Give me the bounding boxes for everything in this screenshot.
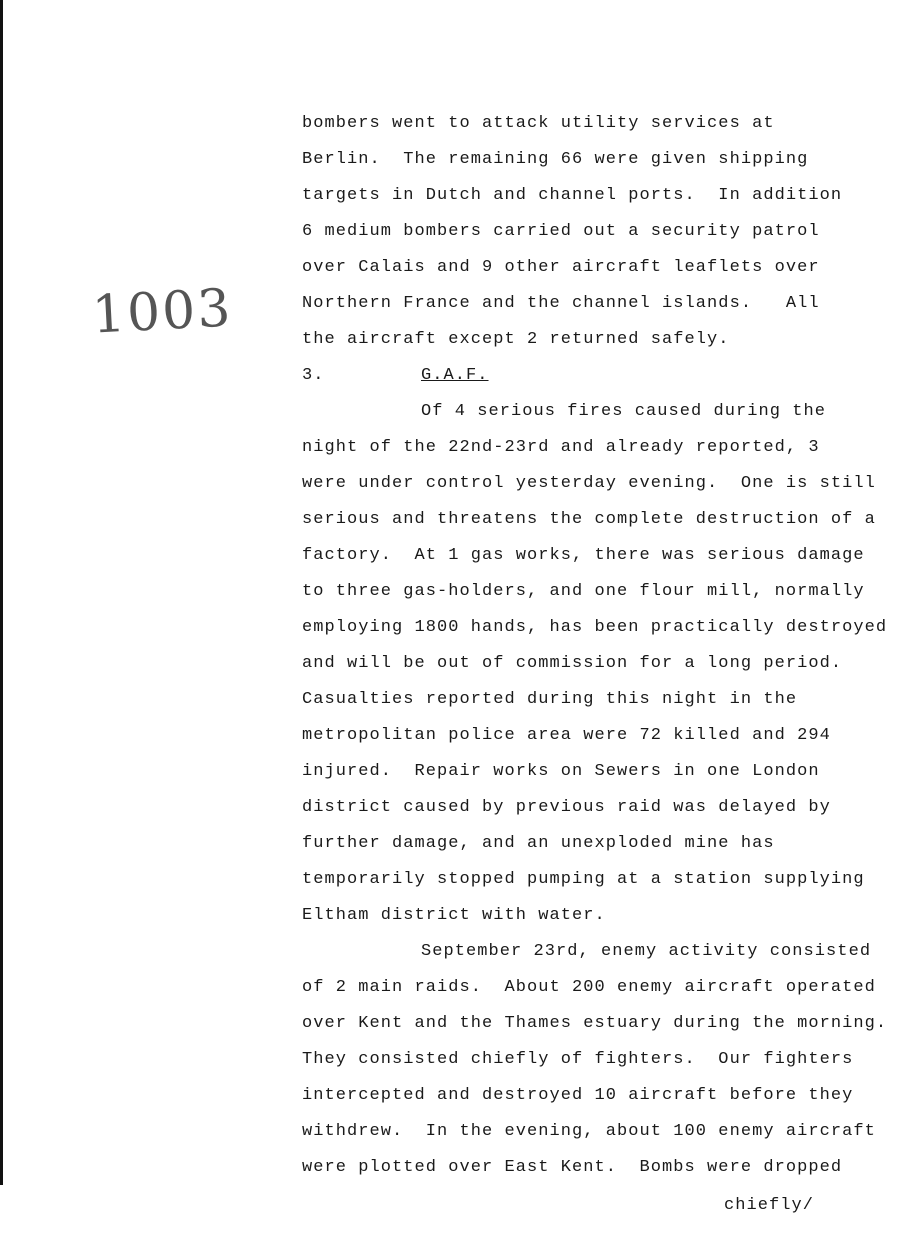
catchword: chiefly/ [724, 1196, 815, 1215]
text-line: intercepted and destroyed 10 aircraft before they [302, 1086, 854, 1105]
text-line: Of 4 serious fires caused during the [421, 402, 827, 421]
text-line: 6 medium bombers carried out a security patrol [302, 222, 820, 241]
text-line: September 23rd, enemy activity consisted [421, 942, 872, 961]
section-number: 3. [302, 366, 325, 385]
text-line: serious and threatens the complete destruction of a [302, 510, 876, 529]
text-line: factory. At 1 gas works, there was serious damage [302, 546, 865, 565]
text-line: Berlin. The remaining 66 were given shipping [302, 150, 809, 169]
text-line: temporarily stopped pumping at a station supplying [302, 870, 865, 889]
text-line: metropolitan police area were 72 killed and 294 [302, 726, 831, 745]
text-line: night of the 22nd-23rd and already reported, 3 [302, 438, 820, 457]
section-heading: G.A.F. [421, 366, 489, 385]
text-line: bombers went to attack utility services at [302, 114, 775, 133]
text-line: targets in Dutch and channel ports. In addition [302, 186, 843, 205]
text-line: were under control yesterday evening. One is still [302, 474, 876, 493]
text-line: withdrew. In the evening, about 100 enemy aircraft [302, 1122, 876, 1141]
text-line: over Calais and 9 other aircraft leaflets over [302, 258, 820, 277]
text-line: the aircraft except 2 returned safely. [302, 330, 730, 349]
text-line: over Kent and the Thames estuary during the morning. [302, 1014, 888, 1033]
text-line: Casualties reported during this night in the [302, 690, 798, 709]
text-line: Eltham district with water. [302, 906, 606, 925]
text-line: They consisted chiefly of fighters. Our fighters [302, 1050, 854, 1069]
text-line: injured. Repair works on Sewers in one London [302, 762, 820, 781]
text-line: were plotted over East Kent. Bombs were dropped [302, 1158, 843, 1177]
text-line: further damage, and an unexploded mine has [302, 834, 775, 853]
left-edge-rule [0, 0, 3, 1185]
text-line: and will be out of commission for a long period. [302, 654, 843, 673]
handwritten-page-number: 1003 [90, 278, 234, 346]
text-line: of 2 main raids. About 200 enemy aircraft operated [302, 978, 876, 997]
text-line: to three gas-holders, and one flour mill, normally [302, 582, 865, 601]
text-line: district caused by previous raid was delayed by [302, 798, 831, 817]
text-line: Northern France and the channel islands. All [302, 294, 820, 313]
text-line: employing 1800 hands, has been practically destroyed [302, 618, 888, 637]
